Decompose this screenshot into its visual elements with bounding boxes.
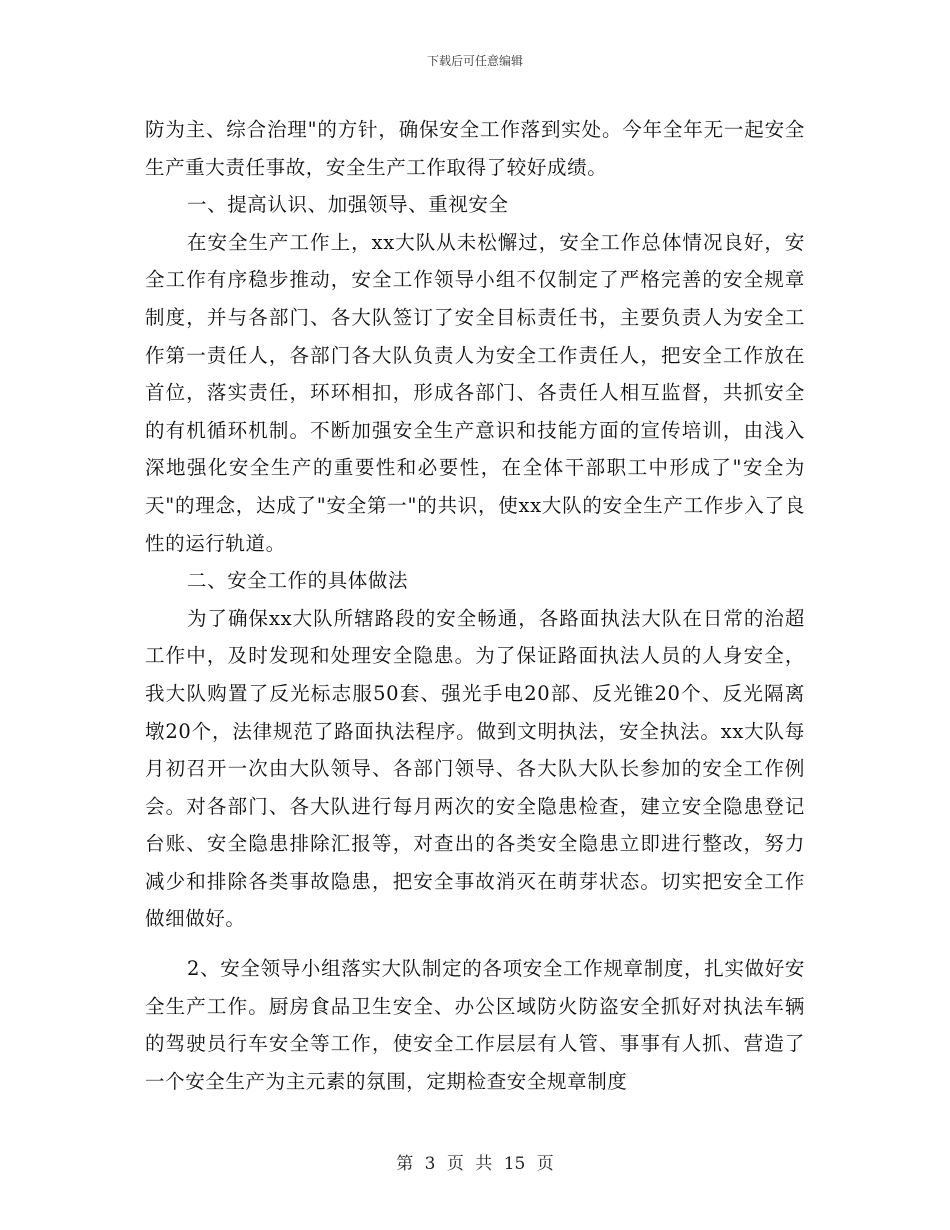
page-header: 下载后可任意编辑 xyxy=(426,54,523,68)
paragraph-item-2: 2、安全领导小组落实大队制定的各项安全工作规章制度，扎实做好安全生产工作。厨房食品卫生安全、办公区域防火防盗安全抓好对执法车辆的驾驶员行车安全等工作，使安全工作层层有人管、事事有人抓、营造了一个安全生产为主元素的氛围，定期检查安全规章制度 xyxy=(145,957,805,1093)
paragraph-safety-leadership: 在安全生产工作上，xx大队从未松懈过，安全工作总体情况良好，安全工作有序稳步推动，安全工作领导小组不仅制定了严格完善的安全规章制度，并与各部门、各大队签订了安全目标责任书，主要负责人为安全工作第一责任人，各部门各大队负责人为安全工作责任人，把安全工作放在首位，落实责任，环环相扣，形成各部门、各责任人相互监督，共抓安全的有机循环机制。不断加强安全生产意识和技能方面的宣传培训，由浅入深地强化安全生产的重要性和必要性，在全体干部职工中形成了"安全为天"的理念，达成了"安全第一"的共识，使xx大队的安全生产工作步入了良性的运行轨道。 xyxy=(145,230,805,555)
paragraph-continuation: 防为主、综合治理"的方针，确保安全工作落到实处。今年全年无一起安全生产重大责任事故，安全生产工作取得了较好成绩。 xyxy=(145,118,805,179)
paragraph-specific-measures: 为了确保xx大队所辖路段的安全畅通，各路面执法大队在日常的治超工作中，及时发现和处理安全隐患。为了保证路面执法人员的人身安全，我大队购置了反光标志服50套、强光手电20部、反光锥20个、反光隔离墩20个，法律规范了路面执法程序。做到文明执法，安全执法。xx大队每月初召开一次由大队领导、各部门领导、各大队大队长参加的安全工作例会。对各部门、各大队进行每月两次的安全隐患检查，建立安全隐患登记台账、安全隐患排除汇报等，对查出的各类安全隐患立即进行整改，努力减少和排除各类事故隐患，把安全事故消灭在萌芽状态。切实把安全工作做细做好。 xyxy=(145,606,805,931)
page-number-footer: 第 3 页 共 15 页 xyxy=(396,1154,554,1174)
document-body xyxy=(145,111,805,1100)
section-heading-2: 二、安全工作的具体做法 xyxy=(187,569,409,593)
section-heading-1: 一、提高认识、加强领导、重视安全 xyxy=(187,193,509,217)
